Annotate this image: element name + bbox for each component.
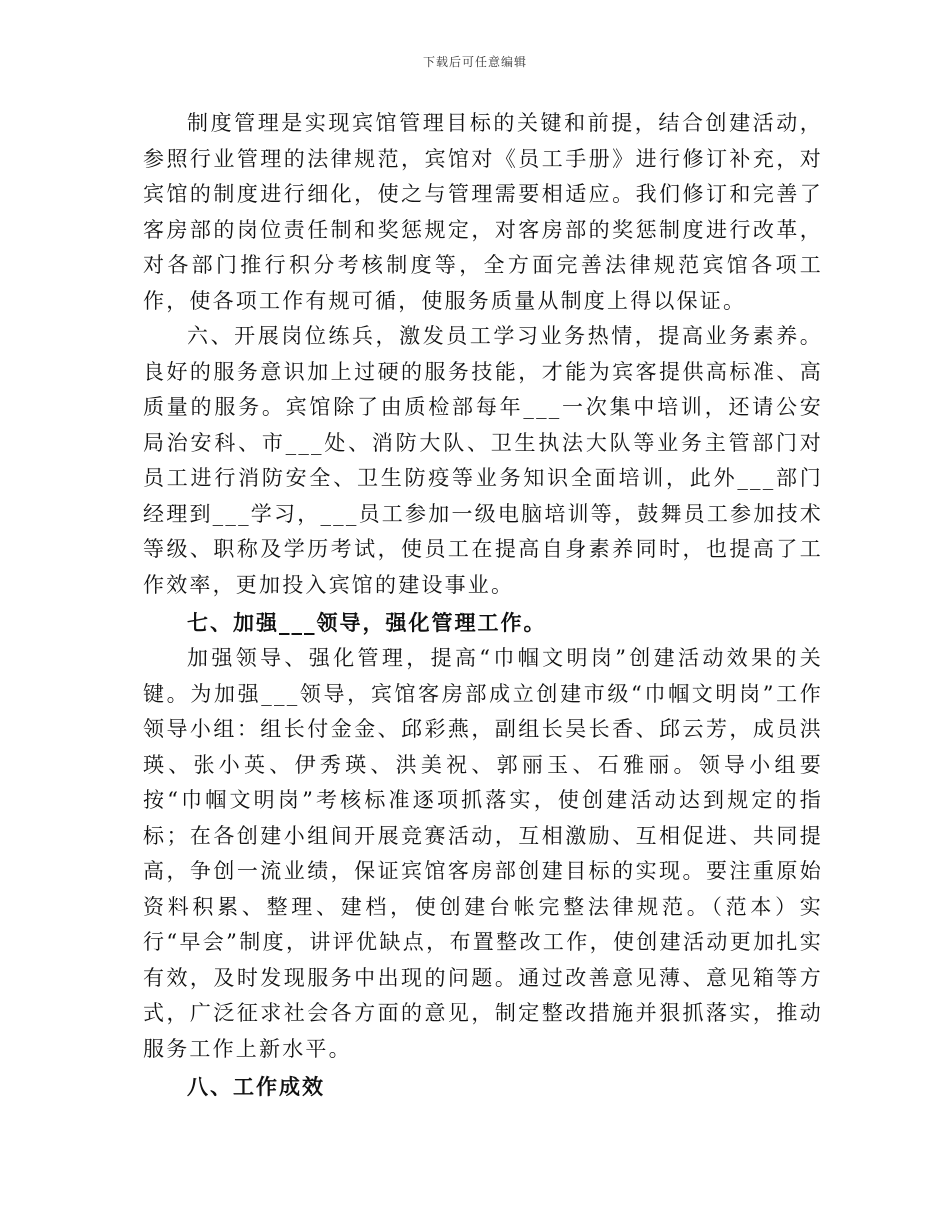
- paragraph-leadership: 加强领导、强化管理，提高“巾帼文明岗”创建活动效果的关键。为加强___领导，宾馆客房部成立创建市级“巾帼文明岗”工作领导小组：组长付金金、邱彩燕，副组长吴长香、邱云芳，成员洪瑛、张小英、伊秀瑛、洪美祝、郭丽玉、石雅丽。领导小组要按“巾帼文明岗”考核标准逐项抓落实，使创建活动达到规定的指标；在各创建小组间开展竞赛活动，互相激励、互相促进、共同提高，争创一流业绩，保证宾馆客房部创建目标的实现。要注重原始资料积累、整理、建档，使创建台帐完整法律规范。（范本）实行“早会”制度，讲评优缺点，布置整改工作，使创建活动更加扎实有效，及时发现服务中出现的问题。通过改善意见薄、意见箱等方式，广泛征求社会各方面的意见，制定整改措施并狠抓落实，推动服务工作上新水平。: [143, 646, 823, 1061]
- page-header: 下载后可任意编辑: [422, 55, 527, 69]
- document-body: [143, 106, 823, 1105]
- heading-section-eight: 八、工作成效: [187, 1074, 325, 1099]
- paragraph-section-six: 六、开展岗位练兵，激发员工学习业务热情，提高业务素养。良好的服务意识加上过硬的服务技能，才能为宾客提供高标准、高质量的服务。宾馆除了由质检部每年___一次集中培训，还请公安局治安科、市___处、消防大队、卫生执法大队等业务主管部门对员工进行消防安全、卫生防疫等业务知识全面培训，此外___部门经理到___学习，___员工参加一级电脑培训等，鼓舞员工参加技术等级、职称及学历考试，使员工在提高自身素养同时，也提高了工作效率，更加投入宾馆的建设事业。: [143, 324, 823, 597]
- heading-section-seven: 七、加强___领导，强化管理工作。: [187, 610, 547, 635]
- paragraph-system-management: 制度管理是实现宾馆管理目标的关键和前提，结合创建活动，参照行业管理的法律规范，宾馆对《员工手册》进行修订补充，对宾馆的制度进行细化，使之与管理需要相适应。我们修订和完善了客房部的岗位责任制和奖惩规定，对客房部的奖惩制度进行改革，对各部门推行积分考核制度等，全方面完善法律规范宾馆各项工作，使各项工作有规可循，使服务质量从制度上得以保证。: [143, 111, 823, 313]
